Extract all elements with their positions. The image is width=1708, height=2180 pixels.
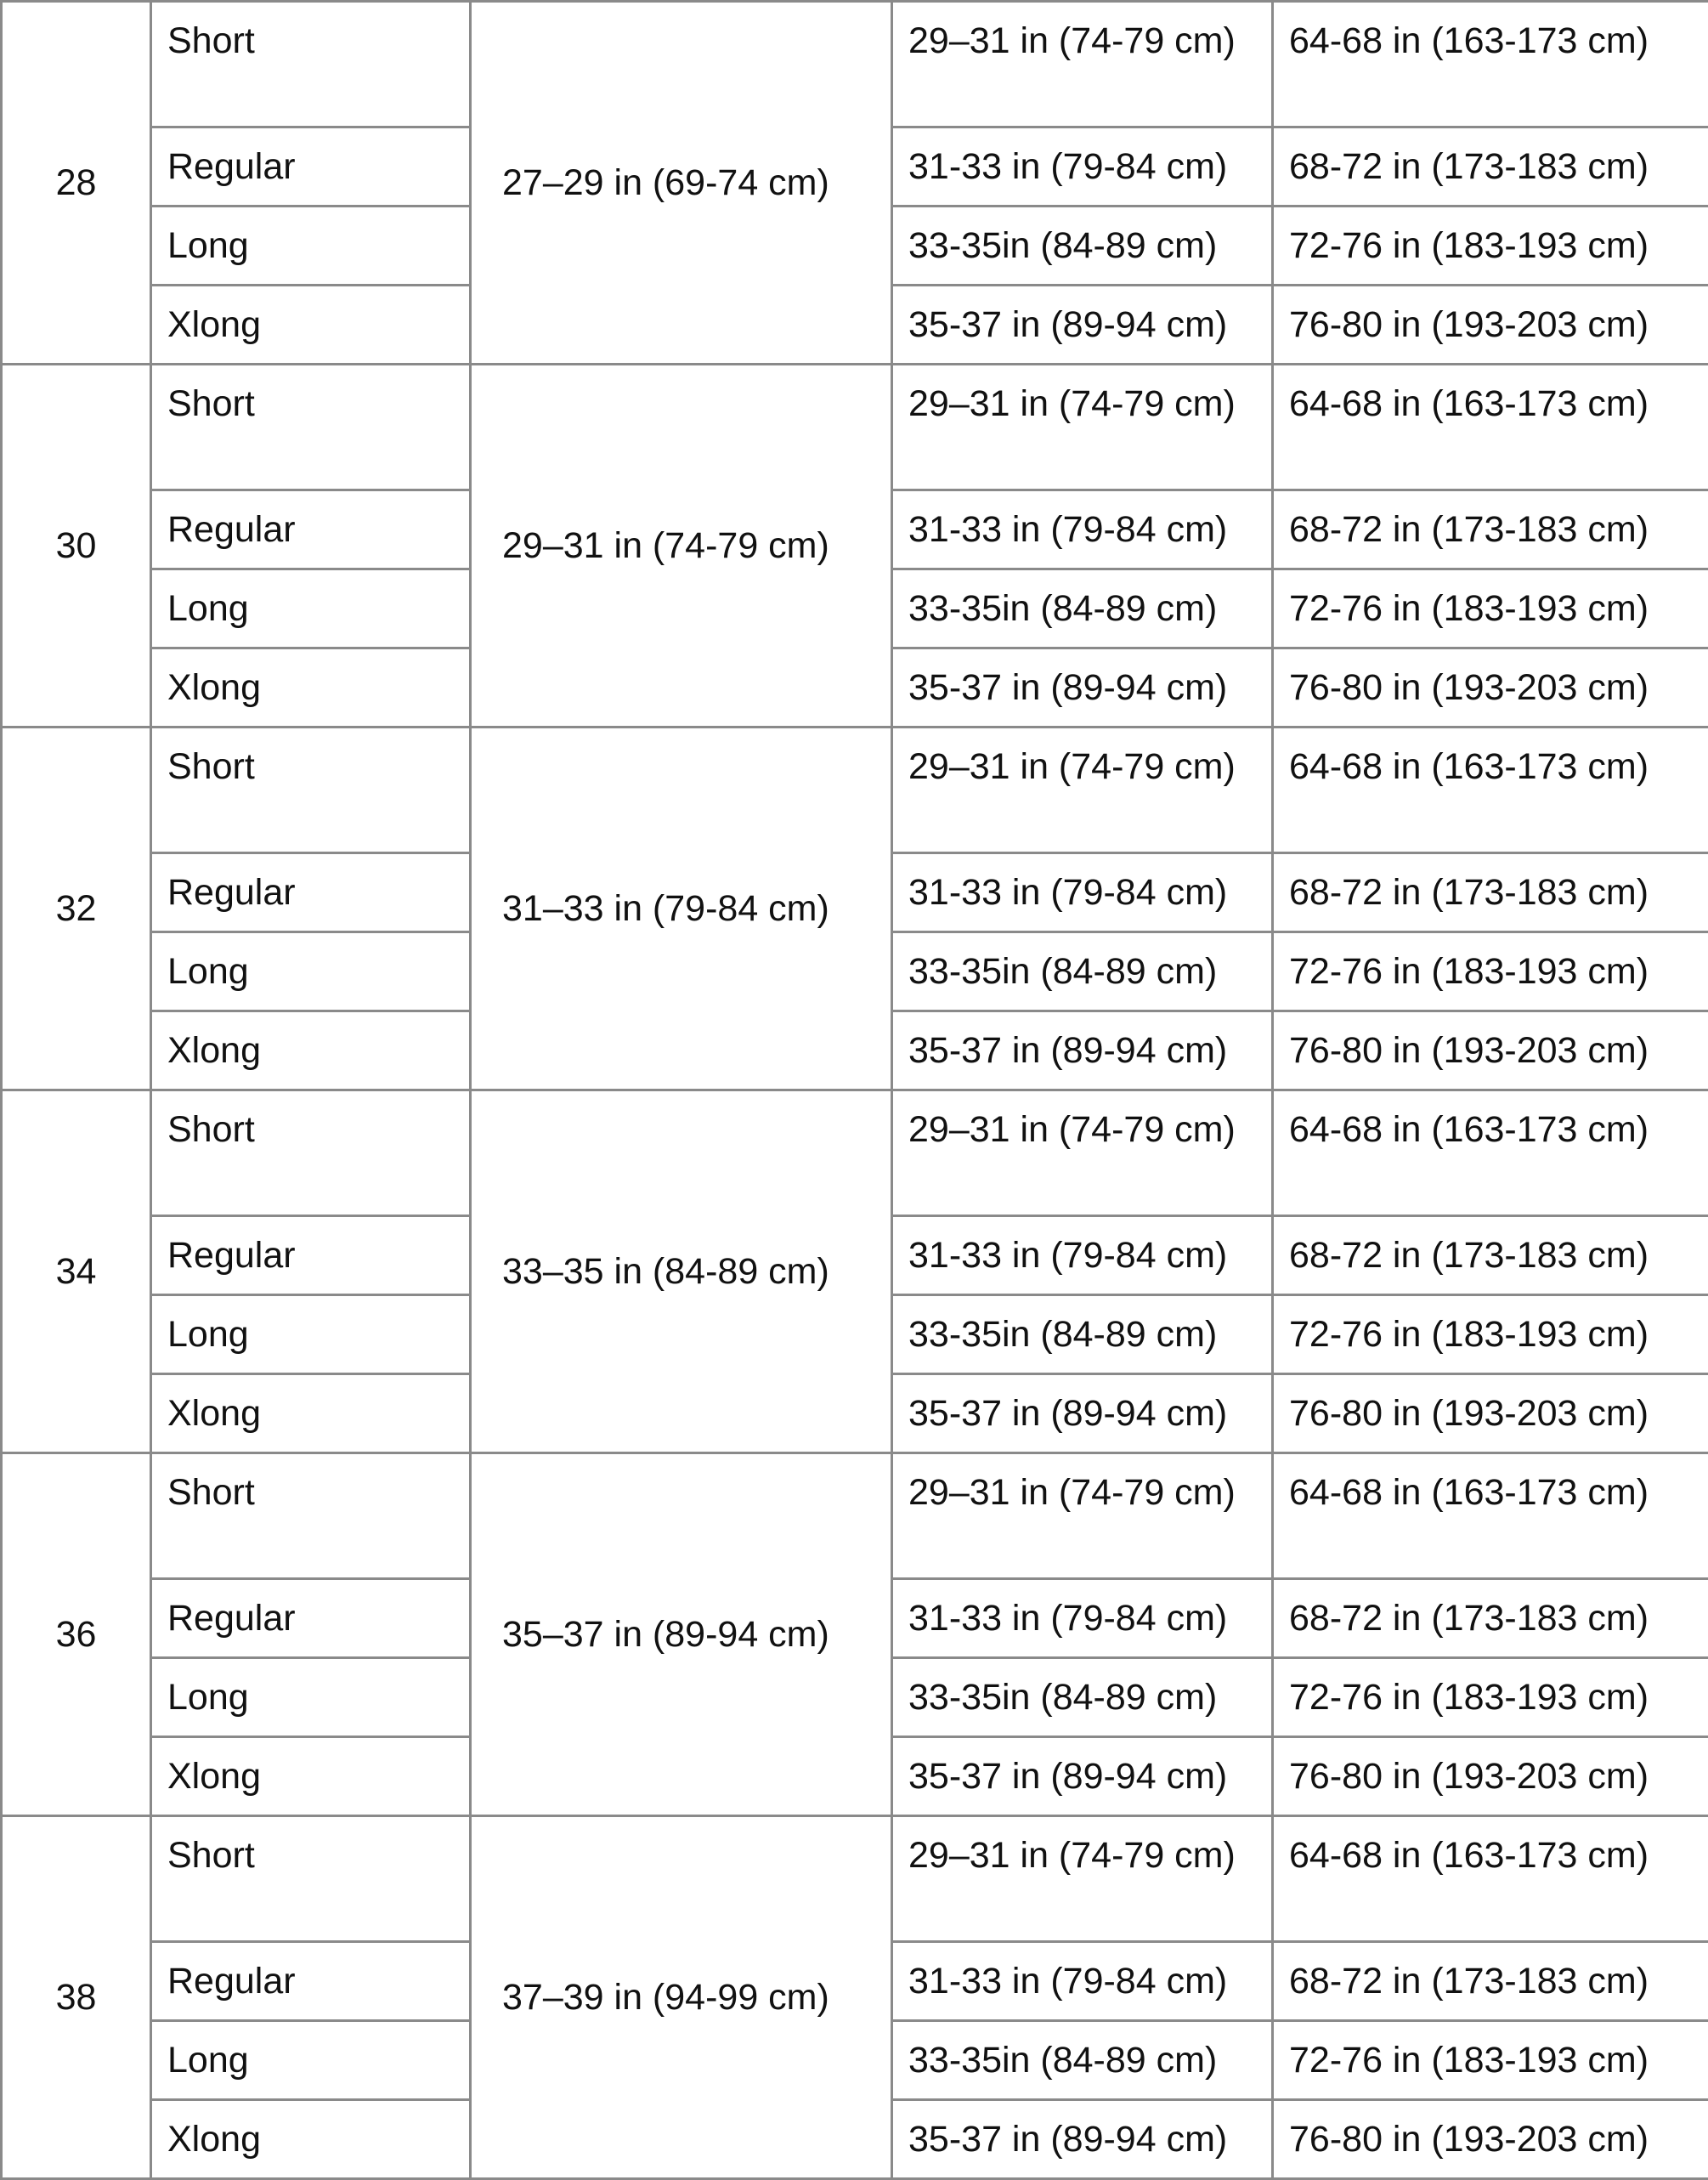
length-cell: Xlong [151,286,471,365]
height-cell: 72-76 in (183-193 cm) [1273,1658,1708,1737]
length-cell: Regular [151,127,471,207]
waist-cell: 27–29 in (69-74 cm) [471,2,892,365]
height-cell: 64-68 in (163-173 cm) [1273,1816,1708,1942]
length-cell: Xlong [151,1011,471,1090]
size-cell: 32 [2,728,151,1090]
inseam-cell: 31-33 in (79-84 cm) [892,1216,1273,1295]
length-cell: Short [151,1816,471,1942]
height-cell: 64-68 in (163-173 cm) [1273,728,1708,853]
length-cell: Long [151,2021,471,2100]
height-cell: 64-68 in (163-173 cm) [1273,365,1708,490]
inseam-cell: 35-37 in (89-94 cm) [892,286,1273,365]
height-cell: 72-76 in (183-193 cm) [1273,932,1708,1011]
length-cell: Short [151,728,471,853]
size-cell: 30 [2,365,151,728]
length-cell: Long [151,207,471,286]
length-cell: Xlong [151,1737,471,1816]
inseam-cell: 33-35in (84-89 cm) [892,207,1273,286]
inseam-cell: 35-37 in (89-94 cm) [892,648,1273,728]
length-cell: Xlong [151,648,471,728]
table-row [2,1816,1708,1942]
waist-cell: 35–37 in (89-94 cm) [471,1453,892,1816]
height-cell: 76-80 in (193-203 cm) [1273,648,1708,728]
waist-cell: 37–39 in (94-99 cm) [471,1816,892,2179]
table-row [2,1453,1708,1579]
table-row [2,365,1708,490]
length-cell: Short [151,2,471,127]
length-cell: Short [151,1090,471,1216]
length-cell: Long [151,569,471,648]
height-cell: 68-72 in (173-183 cm) [1273,490,1708,569]
inseam-cell: 31-33 in (79-84 cm) [892,1942,1273,2021]
inseam-cell: 35-37 in (89-94 cm) [892,2100,1273,2179]
height-cell: 68-72 in (173-183 cm) [1273,127,1708,207]
length-cell: Regular [151,1942,471,2021]
length-cell: Short [151,1453,471,1579]
inseam-cell: 33-35in (84-89 cm) [892,1295,1273,1374]
inseam-cell: 33-35in (84-89 cm) [892,1658,1273,1737]
inseam-cell: 29–31 in (74-79 cm) [892,365,1273,490]
height-cell: 76-80 in (193-203 cm) [1273,1737,1708,1816]
inseam-cell: 33-35in (84-89 cm) [892,2021,1273,2100]
length-cell: Xlong [151,1374,471,1453]
inseam-cell: 35-37 in (89-94 cm) [892,1374,1273,1453]
length-cell: Regular [151,490,471,569]
height-cell: 68-72 in (173-183 cm) [1273,1216,1708,1295]
size-cell: 38 [2,1816,151,2179]
length-cell: Regular [151,1216,471,1295]
height-cell: 68-72 in (173-183 cm) [1273,1579,1708,1658]
length-cell: Regular [151,853,471,932]
height-cell: 72-76 in (183-193 cm) [1273,1295,1708,1374]
waist-cell: 31–33 in (79-84 cm) [471,728,892,1090]
inseam-cell: 29–31 in (74-79 cm) [892,2,1273,127]
waist-cell: 33–35 in (84-89 cm) [471,1090,892,1453]
height-cell: 76-80 in (193-203 cm) [1273,286,1708,365]
height-cell: 64-68 in (163-173 cm) [1273,1090,1708,1216]
length-cell: Long [151,1295,471,1374]
table-row [2,2,1708,127]
inseam-cell: 35-37 in (89-94 cm) [892,1011,1273,1090]
inseam-cell: 31-33 in (79-84 cm) [892,1579,1273,1658]
inseam-cell: 31-33 in (79-84 cm) [892,853,1273,932]
height-cell: 72-76 in (183-193 cm) [1273,207,1708,286]
height-cell: 76-80 in (193-203 cm) [1273,1374,1708,1453]
inseam-cell: 29–31 in (74-79 cm) [892,1453,1273,1579]
height-cell: 72-76 in (183-193 cm) [1273,569,1708,648]
length-cell: Xlong [151,2100,471,2179]
inseam-cell: 33-35in (84-89 cm) [892,569,1273,648]
inseam-cell: 29–31 in (74-79 cm) [892,1816,1273,1942]
inseam-cell: 35-37 in (89-94 cm) [892,1737,1273,1816]
size-cell: 36 [2,1453,151,1816]
size-cell: 28 [2,2,151,365]
height-cell: 76-80 in (193-203 cm) [1273,2100,1708,2179]
inseam-cell: 29–31 in (74-79 cm) [892,1090,1273,1216]
inseam-cell: 31-33 in (79-84 cm) [892,490,1273,569]
height-cell: 76-80 in (193-203 cm) [1273,1011,1708,1090]
height-cell: 68-72 in (173-183 cm) [1273,853,1708,932]
inseam-cell: 29–31 in (74-79 cm) [892,728,1273,853]
length-cell: Regular [151,1579,471,1658]
height-cell: 64-68 in (163-173 cm) [1273,2,1708,127]
height-cell: 72-76 in (183-193 cm) [1273,2021,1708,2100]
length-cell: Short [151,365,471,490]
inseam-cell: 31-33 in (79-84 cm) [892,127,1273,207]
length-cell: Long [151,932,471,1011]
inseam-cell: 33-35in (84-89 cm) [892,932,1273,1011]
height-cell: 68-72 in (173-183 cm) [1273,1942,1708,2021]
height-cell: 64-68 in (163-173 cm) [1273,1453,1708,1579]
table-row [2,728,1708,853]
waist-cell: 29–31 in (74-79 cm) [471,365,892,728]
size-cell: 34 [2,1090,151,1453]
table-row [2,1090,1708,1216]
size-chart-body [2,2,1708,2179]
length-cell: Long [151,1658,471,1737]
